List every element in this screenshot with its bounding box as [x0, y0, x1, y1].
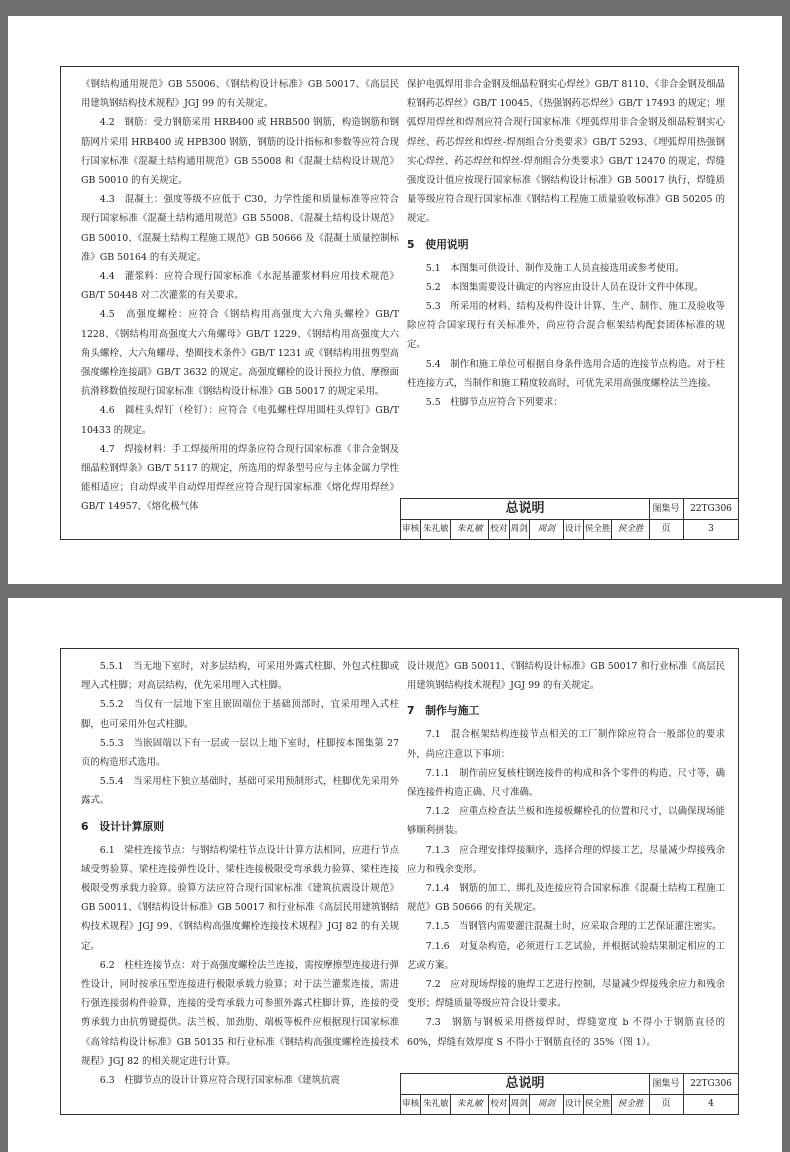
design-name: 侯全胜 [584, 519, 612, 539]
paragraph: 7.1.5 当钢管内需要灌注混凝土时，应采取合理的工艺保证灌注密实。 [425, 921, 722, 933]
page-number: 3 [708, 524, 714, 534]
paragraph: 5.4 制作和施工单位可根据自身条件选用合适的连接节点构造。对于柱柱连接方式，当制作和施工精度较高时，可优先采用高强度螺栓法兰连接。 [407, 358, 725, 389]
paragraph: 4.6 圆柱头焊钉（栓钉）：应符合《电弧螺柱焊用圆柱头焊钉》GB/T 10433 的规定。 [81, 405, 399, 436]
paragraph: 6.2 柱柱连接节点：对于高强度螺栓法兰连接，需按摩擦型连接进行弹性设计，同时按承压型连接进行极限承载力验算；对于法兰灌浆连接，需进行强连接弱构件验算，连接的受弯承载力可参照外露式柱脚计算，连接的受剪承载力由抗剪键提供。法兰板、加劲肋、端板等板件应根据现行国家标准《高耸结构设计标准》GB 50135 和行业标准《钢结构高强度螺栓连接技术规程》JGJ 82 的相关规定进行计算。 [81, 959, 399, 1067]
right-column-text [407, 657, 725, 1052]
section-heading: 7 制作与施工 [407, 704, 480, 718]
paragraph: 7.1 混合框架结构连接节点相关的工厂制作除应符合一般部位的要求外，尚应注意以下事项： [407, 729, 725, 760]
paragraph: 7.1.2 应重点检查法兰板和连接板螺栓孔的位置和尺寸，以确保现场能够顺利拼装。 [407, 806, 725, 837]
drawing-sheet-page-4 [8, 598, 782, 1152]
left-column-text [81, 657, 399, 1090]
paragraph: 5.5.3 当嵌固端以下有一层或一层以上地下室时，柱脚按本图集第 27 页的构造形式选用。 [81, 737, 399, 769]
signature-row [401, 519, 650, 539]
drawing-frame [60, 648, 739, 1115]
review-signature: 朱礼敏 [451, 519, 489, 539]
paragraph: 设计规范》GB 50011、《钢结构设计标准》GB 50017 和行业标准《高层民用建筑钢结构技术规程》JGJ 99 的有关规定。 [407, 661, 725, 692]
check-label: 校对 [489, 519, 509, 539]
design-signature: 侯全胜 [617, 524, 644, 534]
paragraph: 5.5 柱脚节点应符合下列要求： [425, 397, 563, 409]
paragraph: 保护电弧焊用非合金钢及细晶粒钢实心焊丝》GB/T 8110、《非合金钢及细晶粒钢药芯焊丝》GB/T 10045、《热强钢药芯焊丝》GB/T 17493 的规定；埋弧焊用焊丝和焊剂应符合现行国家标准《埋弧焊用非合金钢及细晶粒钢实心焊丝、药芯焊丝和焊丝-焊剂组合分类要求》GB/T 5293、《埋弧焊用热强钢实心焊丝、药芯焊丝和焊丝-焊剂组合分类要求》GB/T 12470 的规定，焊缝强度设计值应按现行国家标准《钢结构设计标准》GB 50017 执行，焊缝质量等级应符合现行国家标准《钢结构工程施工质量验收标准》GB 50205 的规定。 [407, 79, 725, 225]
page-number: 4 [708, 1099, 714, 1109]
title-block [400, 1073, 739, 1114]
check-name: 周剑 [510, 519, 530, 539]
paragraph: 4.4 灌浆料：应符合现行国家标准《水泥基灌浆材料应用技术规范》GB/T 50448 对二次灌浆的有关要求。 [81, 271, 399, 302]
check-signature: 周剑 [530, 519, 564, 539]
paragraph: 5.5.1 当无地下室时，对多层结构，可采用外露式柱脚、外包式柱脚或埋入式柱脚；对高层结构，优先采用埋入式柱脚。 [81, 661, 399, 692]
paragraph: 6.3 柱脚节点的设计计算应符合现行国家标准《建筑抗震 [99, 1075, 340, 1087]
paragraph: 7.1.1 制作前应复核柱钢连接件的构成和各个零件的构造、尺寸等，确保连接件构造正确、尺寸准确。 [407, 767, 725, 799]
atlas-number: 22TG306 [683, 1074, 739, 1095]
atlas-number: 22TG306 [683, 499, 739, 520]
review-label: 审核 [401, 1094, 421, 1114]
title-block [400, 498, 739, 539]
drawing-frame [60, 66, 739, 540]
drawing-title: 总说明 [401, 1074, 650, 1095]
left-column-text [81, 75, 399, 517]
design-label: 设计 [564, 1094, 584, 1114]
paragraph: 4.2 钢筋：受力钢筋采用 HRB400 或 HRB500 钢筋，构造钢筋和钢筋网片采用 HRB400 或 HPB300 钢筋，钢筋的设计指标和参数等应符合现行国家标准《混凝土结构通用规范》GB 55008 和《混凝土结构设计规范》GB 50010 的有关规定。 [81, 117, 399, 187]
review-name: 朱礼敏 [421, 1094, 451, 1114]
right-column-text [407, 75, 725, 412]
paragraph: 4.3 混凝土：强度等级不应低于 C30，力学性能和质量标准等应符合现行国家标准《混凝土结构通用规范》GB 55008、《混凝土结构设计规范》GB 50010、《混凝土结构工程施工规范》GB 50666 及《混凝土质量控制标准》GB 50164 的有关规定。 [81, 194, 399, 263]
paragraph: 《钢结构通用规范》GB 55006、《钢结构设计标准》GB 50017、《高层民用建筑钢结构技术规程》JGJ 99 的有关规定。 [81, 79, 399, 110]
paragraph: 5.5.4 当采用柱下独立基础时，基础可采用预制形式，柱脚优先采用外露式。 [81, 776, 399, 807]
paragraph: 5.5.2 当仅有一层地下室且嵌固端位于基础顶部时，宜采用埋入式柱脚，也可采用外包式柱脚。 [81, 699, 399, 730]
section-heading: 5 使用说明 [407, 237, 469, 251]
check-name: 周剑 [510, 1094, 530, 1114]
page-label: 页 [649, 519, 684, 539]
paragraph: 6.1 梁柱连接节点：与钢结构梁柱节点设计计算方法相同，应进行节点域受剪验算、梁柱连接弹性设计、梁柱连接极限受弯承载力验算、梁柱连接极限受剪承载力验算。验算方法应符合现行国家标准《建筑抗震设计规范》GB 50011、《钢结构设计标准》GB 50017 和行业标准《高层民用建筑钢结构技术规程》JGJ 99、《钢结构高强度螺栓连接技术规程》JGJ 82 的有关规定。 [81, 844, 399, 952]
drawing-title: 总说明 [401, 499, 650, 520]
paragraph: 7.1.6 对复杂构造，必须进行工艺试验，并根据试验结果制定相应的工艺或方案。 [407, 940, 725, 971]
paragraph: 5.3 所采用的材料、结构及构件设计计算、生产、制作、施工及验收等除应符合国家现行有关标准外，尚应符合混合框架结构配套团体标准的规定。 [407, 301, 725, 351]
design-label: 设计 [564, 519, 584, 539]
design-name: 侯全胜 [584, 1094, 612, 1114]
design-signature: 侯全胜 [617, 1099, 644, 1109]
paragraph: 7.1.4 钢筋的加工、绑扎及连接应符合国家标准《混凝土结构工程施工规范》GB 50666 的有关规定。 [407, 883, 725, 914]
paragraph: 7.2 应对现场焊接的施焊工艺进行控制，尽量减少焊接残余应力和残余变形；焊缝质量等级应符合设计要求。 [407, 979, 725, 1010]
signature-row [401, 1094, 650, 1114]
review-name: 朱礼敏 [421, 519, 451, 539]
paragraph: 7.1.3 应合理安排焊接顺序，选择合理的焊接工艺，尽量减少焊接残余应力和残余变形。 [407, 844, 725, 875]
section-heading: 6 设计计算原则 [81, 819, 165, 833]
paragraph: 7.3 钢筋与钢板采用搭接焊时，焊缝宽度 b 不得小于钢筋直径的 60%，焊缝有效厚度 S 不得小于钢筋直径的 35%（图 1）。 [407, 1017, 725, 1048]
paragraph: 4.7 焊接材料：手工焊接所用的焊条应符合现行国家标准《非合金钢及细晶粒钢焊条》GB/T 5117 的规定，所选用的焊条型号应与主体金属力学性能相适应；自动焊或半自动焊用焊丝应符合现行国家标准《熔化焊用焊丝》GB/T 14957、《熔化极气体 [81, 443, 399, 513]
page-label: 页 [649, 1094, 684, 1114]
check-label: 校对 [489, 1094, 509, 1114]
atlas-number-label: 图集号 [649, 499, 684, 520]
paragraph: 4.5 高强度螺栓：应符合《钢结构用高强度大六角头螺栓》GB/T 1228、《钢结构用高强度大六角螺母》GB/T 1229、《钢结构用高强度大六角头螺栓、大六角螺母、垫圈技术条件》GB/T 1231 或《钢结构用扭剪型高强度螺栓连接副》GB/T 3632 的规定。高强度螺栓的设计预拉力值、摩擦面抗滑移数值按现行国家标准《钢结构设计标准》GB 50017 的规定采用。 [81, 309, 399, 398]
review-label: 审核 [401, 519, 421, 539]
paragraph: 5.1 本图集可供设计、制作及施工人员直接选用或参考使用。 [425, 262, 685, 274]
review-signature: 朱礼敏 [451, 1094, 489, 1114]
check-signature: 周剑 [530, 1094, 564, 1114]
paragraph: 5.2 本图集需要设计确定的内容应由设计人员在设计文件中体现。 [425, 281, 704, 293]
drawing-sheet-page-3 [8, 16, 782, 584]
atlas-number-label: 图集号 [649, 1074, 684, 1095]
